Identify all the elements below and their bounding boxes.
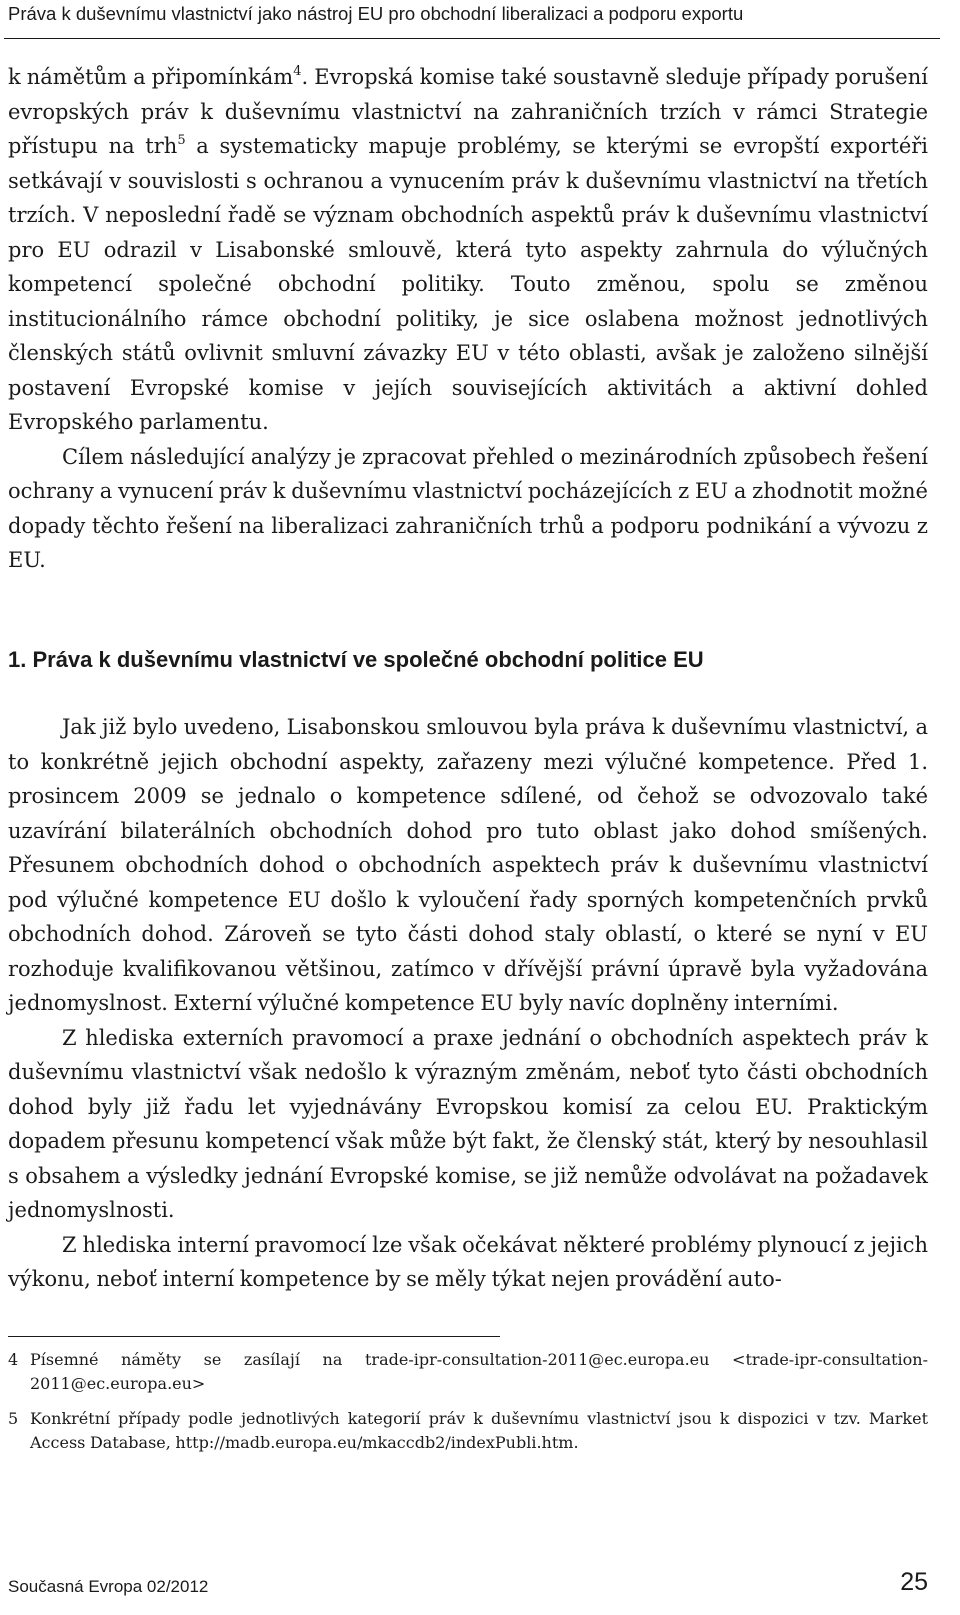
- paragraph: Jak již bylo uvedeno, Lisabonskou smlouvou byla práva k duševnímu vlastnictví, a to konkrétně jejich obchodní aspekty, zařazeny mezi výlučné kompetence. Před 1. prosincem 2009 se jednalo o kompetence sdílené, od čehož se odvozovalo také uzavírání bilaterálních obchodních dohod pro tuto oblast jako dohod smíšených. Přesunem obchodních dohod o obchodních aspektech práv k duševnímu vlastnictví pod výlučné kompetence EU došlo k vyloučení řady sporných kompetenčních prvků obchodních dohod. Zároveň se tyto části dohod staly oblastí, o které se nyní v EU rozhoduje kvalifikovanou většinou, zatímco v dřívější právní úpravě byla vyžadována jednomyslnost. Externí výlučné kompetence EU byly navíc doplněny interními.: [8, 715, 928, 1015]
- header-divider: [4, 38, 940, 39]
- footnote-text: Konkrétní případy podle jednotlivých kategorií práv k duševnímu vlastnictví jsou k dispozici v tzv. Market Access Database, http://madb.europa.eu/mkaccdb2/indexPubli.htm.: [30, 1409, 928, 1452]
- footnote-5: [8, 1407, 928, 1455]
- body-text-section-1: [8, 710, 928, 1297]
- page-number: 25: [900, 1568, 928, 1596]
- running-head: Práva k duševnímu vlastnictví jako nástroj EU pro obchodní liberalizaci a podporu exportu: [8, 3, 744, 24]
- paragraph-text: k námětům a připomínkám: [8, 65, 294, 89]
- footnote-4: [8, 1348, 928, 1396]
- paragraph: Z hlediska externích pravomocí a praxe jednání o obchodních aspektech práv k duševnímu vlastnictví však nedošlo k výrazným změnám, neboť tyto části obchodních dohod byly již řadu let vyjednávány Evropskou komisí za celou EU. Praktickým dopadem přesunu kompetencí však může být fakt, že členský stát, který by nesouhlasil s obsahem a výsledky jednání Evropské komise, se již nemůže odvolávat na požadavek jednomyslnosti.: [8, 1025, 928, 1222]
- footnote-number: 4: [8, 1350, 19, 1369]
- paragraph-text: . Evropská komise také soustavně sleduje případy porušení evropských práv k duševnímu vlastnictví na zahraničních trzích v rámci Strategie přístupu na trh: [8, 65, 928, 158]
- journal-footer: Současná Evropa 02/2012: [8, 1577, 209, 1596]
- footnote-ref-5[interactable]: 5: [177, 133, 186, 148]
- footnote-divider: [8, 1336, 500, 1337]
- paragraph: Z hlediska interní pravomocí lze však očekávat některé problémy plynoucí z jejich výkonu, neboť interní kompetence by se měly týkat nejen provádění auto-: [8, 1232, 928, 1291]
- body-text-intro: [8, 60, 928, 578]
- paragraph-text: a systematicky mapuje problémy, se kterými se evropští exportéři setkávají v souvislosti s ochranou a vynucením práv k duševnímu vlastnictví na třetích trzích. V neposlední řadě se význam obchodních aspektů práv k duševnímu vlastnictví pro EU odrazil v Lisabonské smlouvě, která tyto aspekty zahrnula do výlučných kompetencí společné obchodní politiky. Touto změnou, spolu se změnou institucionálního rámce obchodní politiky, je sice oslabena možnost jednotlivých členských států ovlivnit smluvní závazky EU v této oblasti, avšak je založeno silnější postavení Evropské komise v jejích souvisejících aktivitách a aktivní dohled Evropského parlamentu.: [8, 134, 929, 434]
- footnote-ref-4[interactable]: 4: [293, 64, 302, 79]
- paragraph: [8, 60, 928, 440]
- footnote-text: Písemné náměty se zasílají na trade-ipr-consultation-2011@ec.europa.eu <trade-ipr-consultation-2011@ec.europa.eu>: [30, 1350, 928, 1393]
- section-heading: 1. Práva k duševnímu vlastnictví ve společné obchodní politice EU: [8, 647, 704, 672]
- paragraph: Cílem následující analýzy je zpracovat přehled o mezinárodních způsobech řešení ochrany a vynucení práv k duševnímu vlastnictví pocházejících z EU a zhodnotit možné dopady těchto řešení na liberalizaci zahraničních trhů a podporu podnikání a vývozu z EU.: [8, 444, 928, 572]
- footnote-number: 5: [8, 1409, 19, 1428]
